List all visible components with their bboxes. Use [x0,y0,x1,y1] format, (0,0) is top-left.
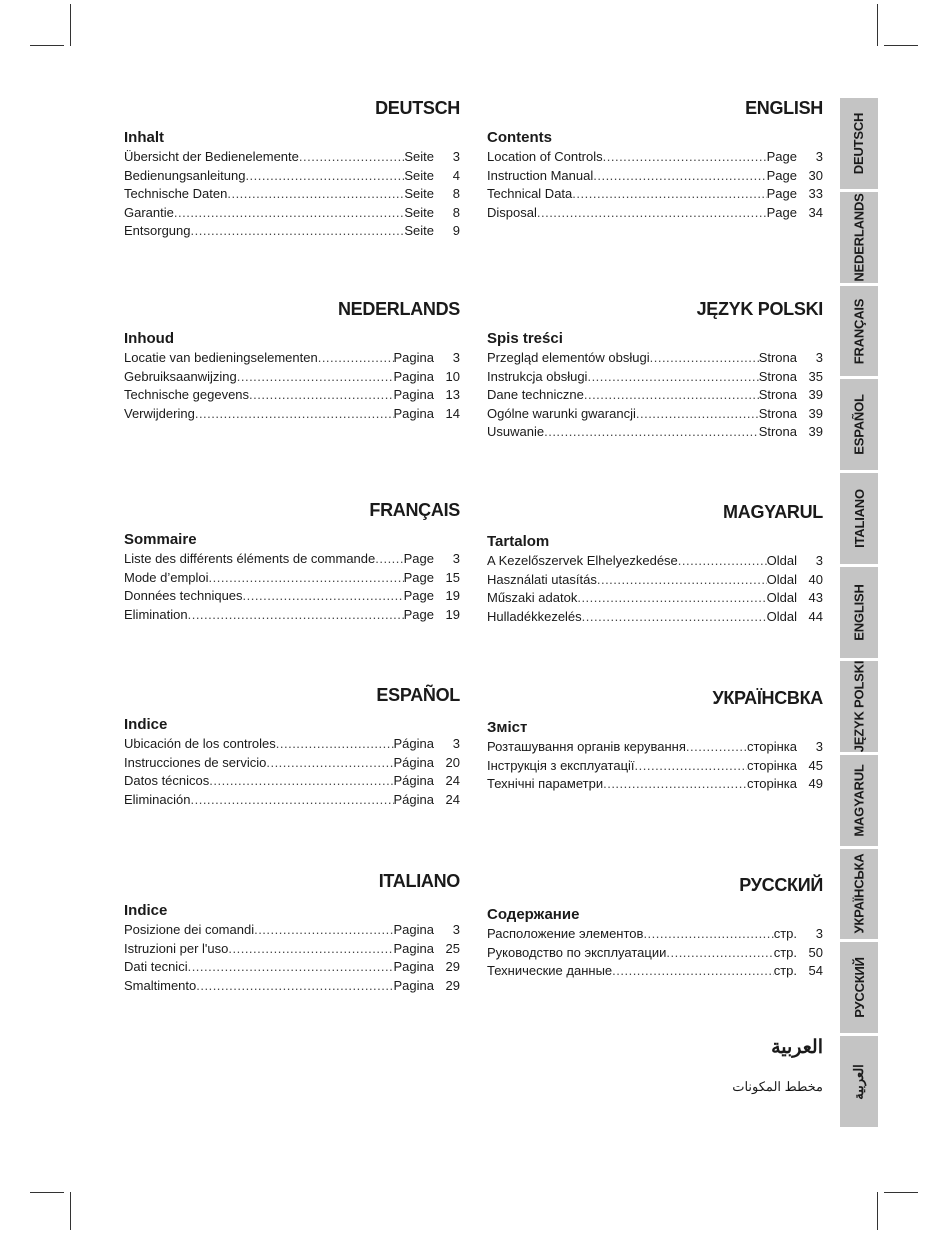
dot-leader [544,423,759,442]
page-word: стр. [773,944,797,960]
sidebar-tab[interactable] [840,849,878,940]
toc-entry [487,944,823,963]
toc-entry-text: Технические данные [487,963,613,979]
page-number: 15 [445,569,460,585]
page-number: 3 [452,922,460,937]
sidebar-tab-label: ITALIANO [851,489,867,549]
toc-section-pl [487,297,823,442]
toc-entry-text: Gebruiksaanwijzing [124,368,237,384]
page-number: 49 [808,776,823,792]
toc-entry [487,757,823,776]
dot-leader [650,349,759,368]
toc-entry-text: Расположение элементов [487,926,644,941]
toc-entry [124,587,460,606]
dot-leader [254,921,393,940]
language-title: NEDERLANDS [337,299,460,319]
toc-entry [487,386,823,405]
page-word: Página [393,773,434,789]
toc-entry-text: Technical Data [487,186,573,202]
page-word: Seite [404,167,434,183]
toc-entry-text: Location of Controls [487,149,603,164]
dot-leader [686,738,747,757]
page-number: 3 [452,736,460,751]
sidebar-tab[interactable] [840,1036,878,1127]
toc-section-nl [124,297,460,423]
toc-entry-text: Übersicht der Bedienelemente [124,149,299,164]
dot-leader [597,571,767,590]
page-word: Seite [404,223,434,239]
dot-leader [188,958,394,977]
crop-mark [884,45,918,46]
page-number: 24 [445,773,460,789]
toc-entry [124,349,460,368]
page-word: Pagina [393,940,434,956]
page-number: 30 [808,167,823,183]
toc-entry-text: Données techniques [124,588,243,604]
page-number: 39 [808,405,823,421]
crop-mark [30,1192,64,1193]
sidebar-tab[interactable] [840,286,878,377]
toc-heading: Indice [124,716,168,733]
dot-leader [572,185,766,204]
toc-entry [124,386,460,405]
dot-leader [196,977,393,996]
page-number: 24 [445,791,460,807]
toc-entry-text: Mode d’emploi [124,569,209,585]
toc-entry-text: Технічні параметри [487,776,604,792]
page-number: 45 [808,757,823,773]
toc-heading: Содержание [487,906,580,923]
sidebar-tab-label: DEUTSCH [851,112,867,175]
toc-entry [487,925,823,944]
toc-entry [124,735,460,754]
sidebar-tab-label: العربية [851,1063,866,1100]
page-word: Page [403,551,434,566]
page-word: Page [766,204,797,220]
crop-mark [884,1192,918,1193]
page-number: 43 [808,590,823,606]
toc-entry-text: Elimination [124,606,188,622]
sidebar-tab[interactable] [840,473,878,564]
sidebar-tab-label: ENGLISH [851,584,867,641]
page-number: 10 [445,368,460,384]
toc-entry [124,772,460,791]
toc-entry-text: Locatie van bedieningselementen [124,350,318,365]
toc-heading: Зміст [487,719,528,736]
dot-leader [666,944,773,963]
toc-entry [487,148,823,167]
dot-leader [678,552,767,571]
toc-entry-text: Garantie [124,204,174,220]
page-number: 33 [808,186,823,202]
page-number: 3 [815,739,823,754]
toc-entry [124,405,460,424]
page-word: Página [393,754,434,770]
sidebar-tab-label: FRANÇAIS [851,298,867,364]
crop-mark [877,4,878,46]
page-number: 3 [452,350,460,365]
dot-leader [603,148,767,167]
toc-entry [124,921,460,940]
language-title: DEUTSCH [375,98,460,118]
toc-entry [487,962,823,981]
toc-entry-text: Verwijdering [124,405,195,421]
dot-leader [635,757,747,776]
language-title: FRANÇAIS [369,500,460,520]
crop-mark [877,1192,878,1230]
sidebar-tab[interactable] [840,379,878,470]
page-number: 50 [808,944,823,960]
dot-leader [174,204,404,223]
dot-leader [612,962,774,981]
dot-leader [188,606,404,625]
language-title: ENGLISH [745,98,823,118]
page-word: Oldal [766,553,797,568]
page-word: Oldal [766,590,797,606]
page-number: 40 [808,571,823,587]
page-number: 14 [445,405,460,421]
sidebar-tab-label: JĘZYK POLSKI [851,660,867,752]
toc-entry-text: Smaltimento [124,977,197,993]
toc-entry [124,569,460,588]
toc-entry-text: Інструкція з експлуатації [487,757,635,773]
toc-entry-text: A Kezelőszervek Elhelyezkedése [487,553,678,568]
toc-entry [124,222,460,241]
toc-entry-text: Technische Daten [124,186,228,202]
language-title: JĘZYK POLSKI [696,299,823,319]
page-word: сторінка [746,739,797,754]
sidebar-tab-label: NEDERLANDS [851,193,867,282]
page-number: 34 [808,204,823,220]
toc-entry [487,571,823,590]
toc-entry [487,368,823,387]
language-title: العربية [771,1037,823,1058]
dot-leader [209,772,393,791]
toc-heading: Sommaire [124,531,197,548]
page-number: 4 [452,167,460,183]
toc-heading: Contents [487,129,552,146]
page-word: Strona [758,368,797,384]
sidebar-tab[interactable] [840,98,878,189]
sidebar-tab-label: MAGYARUL [851,763,867,837]
toc-section-uk [487,686,823,794]
dot-leader [190,791,393,810]
dot-leader [195,405,394,424]
language-title: MAGYARUL [723,502,823,522]
dot-leader [191,222,405,241]
page-number: 20 [445,754,460,770]
toc-entry-text: Instrucciones de servicio [124,754,267,770]
sidebar-tab-label: ESPAÑOL [851,394,867,456]
toc-entry [487,738,823,757]
toc-entry [124,940,460,959]
language-title: ESPAÑOL [376,685,460,705]
toc-entry-text: Istruzioni per l'uso [124,940,229,956]
dot-leader [243,587,404,606]
crop-mark [70,1192,71,1230]
toc-entry [487,552,823,571]
language-tab-bar [840,98,878,1127]
toc-entry-text: Przegląd elementów obsługi [487,350,650,365]
sidebar-tab[interactable] [840,192,878,283]
page-number: 39 [808,387,823,403]
dot-leader [227,185,404,204]
toc-entry-text: Eliminación [124,791,191,807]
toc-heading: Tartalom [487,533,550,550]
dot-leader [375,550,403,569]
page-number: 9 [452,223,460,239]
page-word: Seite [404,186,434,202]
page-word: Página [393,736,434,751]
page-word: Oldal [766,608,797,624]
toc-entry [124,148,460,167]
toc-entry [487,423,823,442]
dot-leader [249,386,393,405]
page-number: 3 [452,149,460,164]
page-word: сторінка [746,757,797,773]
toc-entry [487,349,823,368]
page-number: 8 [452,186,460,202]
page-number: 13 [445,387,460,403]
dot-leader [276,735,394,754]
toc-entry [124,791,460,810]
toc-entry [124,185,460,204]
page-word: Pagina [393,350,434,365]
toc-entry-text: Ogólne warunki gwarancji [487,405,636,421]
toc-entry-text: Instrukcja obsługi [487,368,588,384]
toc-entry [124,550,460,569]
sidebar-tab[interactable] [840,942,878,1033]
page-number: 44 [808,608,823,624]
toc-section-fr [124,498,460,624]
sidebar-tab-label: УКРАЇНСЬКА [851,853,867,934]
toc-entry-text: Hulladékkezelés [487,608,582,624]
page-word: Pagina [393,922,434,937]
page-word: стр. [773,926,797,941]
toc-entry [487,185,823,204]
dot-leader [582,608,767,627]
toc-entry-text: Розташування органів керування [487,739,686,754]
page-number: 19 [445,606,460,622]
dot-leader [237,368,394,387]
sidebar-tab[interactable] [840,567,878,658]
toc-entry [124,167,460,186]
dot-leader [299,148,404,167]
crop-mark [70,4,71,46]
toc-entry-text: Dati tecnici [124,959,188,975]
page-word: Seite [404,149,434,164]
dot-leader [603,775,747,794]
dot-leader [266,754,393,773]
toc-entry [124,958,460,977]
toc-entry-text: Usuwanie [487,424,545,440]
toc-entry-text: Datos técnicos [124,773,210,789]
page-word: Page [403,588,434,604]
page-word: Strona [758,424,797,440]
dot-leader [245,167,404,186]
dot-leader [584,386,759,405]
dot-leader [587,368,758,387]
dot-leader [537,204,767,223]
toc-entry-text: Руководство по эксплуатации [487,944,667,960]
toc-entry-text: Műszaki adatok [487,590,578,606]
toc-section-es [124,683,460,809]
sidebar-tab-label: РУССКИЙ [851,957,867,1019]
page-word: Página [393,791,434,807]
dot-leader [228,940,393,959]
page-word: Strona [758,387,797,403]
page-word: Oldal [766,571,797,587]
page-word: Page [766,186,797,202]
page-number: 29 [445,977,460,993]
dot-leader [593,167,766,186]
toc-entry-text: Ubicación de los controles [124,736,276,751]
toc-section-hu [487,500,823,626]
page-word: Page [766,167,797,183]
page-word: Strona [758,350,797,365]
toc-heading: Inhoud [124,330,174,347]
page-word: стр. [773,963,797,979]
toc-heading: Inhalt [124,129,164,146]
toc-entry [487,589,823,608]
page-number: 8 [452,204,460,220]
page-number: 39 [808,424,823,440]
toc-entry [124,754,460,773]
page-word: Pagina [393,977,434,993]
toc-entry [124,204,460,223]
dot-leader [643,925,773,944]
toc-entry-text: Instruction Manual [487,167,594,183]
toc-entry-text: Bedienungsanleitung [124,167,246,183]
page-number: 3 [815,350,823,365]
toc-entry [487,204,823,223]
toc-entry [487,608,823,627]
toc-section-en [487,96,823,222]
dot-leader [318,349,394,368]
toc-entry-text: Liste des différents éléments de commande [124,551,376,566]
toc-section-ar [487,1035,823,1095]
page-word: Seite [404,204,434,220]
dot-leader [209,569,404,588]
page-number: 25 [445,940,460,956]
toc-entry [124,606,460,625]
toc-entry-text: Disposal [487,204,537,220]
toc-entry-text: Posizione dei comandi [124,922,255,937]
page-number: 54 [808,963,823,979]
page-word: Page [403,606,434,622]
language-title: ITALIANO [378,871,460,891]
page-number: 3 [452,551,460,566]
toc-section-ru [487,873,823,981]
page-word: Pagina [393,959,434,975]
dot-leader [577,589,766,608]
language-title: РУССКИЙ [739,875,823,895]
toc-entry [487,167,823,186]
page-word: Pagina [393,387,434,403]
page-word: сторінка [746,776,797,792]
language-title: УКРАЇНСВКА [712,688,823,708]
page-word: Pagina [393,368,434,384]
page-number: 29 [445,959,460,975]
crop-mark [30,45,64,46]
toc-entry [487,775,823,794]
sidebar-tab[interactable] [840,661,878,752]
page-number: 3 [815,553,823,568]
toc-entry [124,977,460,996]
page-number: 19 [445,588,460,604]
toc-entry-text: Entsorgung [124,223,191,239]
page-number: 35 [808,368,823,384]
page-word: Page [766,149,797,164]
toc-entry-text: Dane techniczne [487,387,584,403]
page-word: Strona [758,405,797,421]
toc-section-de [124,96,460,241]
toc-heading: Indice [124,902,168,919]
toc-entry-text: Használati utasítás [487,571,597,587]
page-number: 3 [815,926,823,941]
toc-entry [124,368,460,387]
dot-leader [636,405,759,424]
sidebar-tab[interactable] [840,755,878,846]
toc-entry-text: مخطط المكونات [732,1079,823,1094]
toc-entry-text: Technische gegevens [124,387,250,403]
page-word: Pagina [393,405,434,421]
toc-heading: Spis treści [487,330,563,347]
page-word: Page [403,569,434,585]
page-number: 3 [815,149,823,164]
toc-section-it [124,869,460,995]
toc-entry [487,405,823,424]
